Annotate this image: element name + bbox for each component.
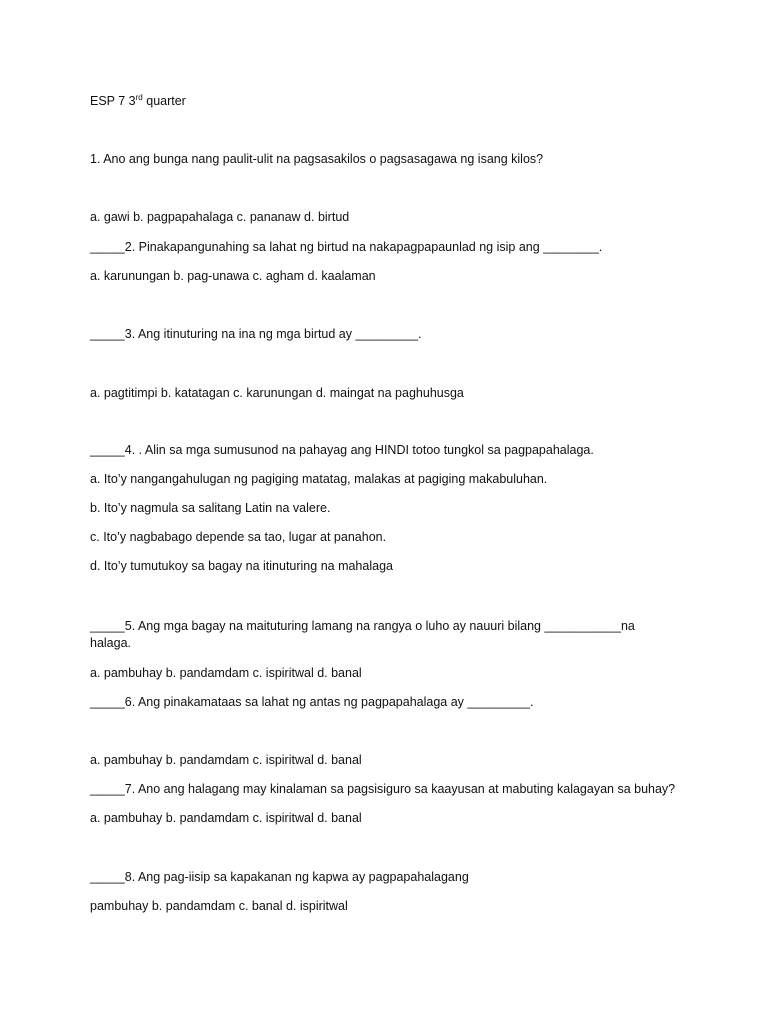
question-4-choice-b: b. Ito’y nagmula sa salitang Latin na valere. [90, 501, 331, 515]
question-7-choices: a. pambuhay b. pandamdam c. ispiritwal d. banal [90, 811, 362, 825]
question-5-stem: _____5. Ang mga bagay na maituturing lamang na rangya o luho ay nauuri bilang ___________na halaga. [90, 619, 639, 650]
question-4-choice-c: c. Ito’y nagbabago depende sa tao, lugar at panahon. [90, 530, 387, 544]
question-4-stem: _____4. . Alin sa mga sumusunod na pahayag ang HINDI totoo tungkol sa pagpapahalaga. [90, 443, 594, 457]
question-8-stem: _____8. Ang pag-iisip sa kapakanan ng kapwa ay pagpapahalagang [90, 870, 469, 884]
document-title [90, 93, 690, 110]
title-suffix: quarter [142, 94, 186, 108]
question-6-choices: a. pambuhay b. pandamdam c. ispiritwal d. banal [90, 753, 362, 767]
question-1-stem: 1. Ano ang bunga nang paulit-ulit na pagsasakilos o pagsasagawa ng isang kilos? [90, 152, 544, 166]
question-2-choices: a. karunungan b. pag-unawa c. agham d. kaalaman [90, 269, 376, 283]
question-3-stem: _____3. Ang itinuturing na ina ng mga birtud ay _________. [90, 327, 422, 341]
question-2-stem: _____2. Pinakapangunahing sa lahat ng birtud na nakapagpapaunlad ng isip ang ________. [90, 240, 603, 254]
title-prefix: ESP 7 3 [90, 94, 136, 108]
question-4-choice-d: d. Ito’y tumutukoy sa bagay na itinuturing na mahalaga [90, 559, 393, 573]
question-3-choices: a. pagtitimpi b. katatagan c. karunungan d. maingat na paghuhusga [90, 386, 464, 400]
question-1-choices: a. gawi b. pagpapahalaga c. pananaw d. birtud [90, 210, 350, 224]
question-4-choice-a: a. Ito’y nangangahulugan ng pagiging matatag, malakas at pagiging makabuluhan. [90, 472, 548, 486]
question-7-stem: _____7. Ano ang halagang may kinalaman sa pagsisiguro sa kaayusan at mabuting kalagayan sa buhay? [90, 782, 676, 796]
question-5-choices: a. pambuhay b. pandamdam c. ispiritwal d. banal [90, 666, 362, 680]
question-8-choices: pambuhay b. pandamdam c. banal d. ispiritwal [90, 899, 348, 913]
title-superscript: rd [135, 93, 143, 102]
question-6-stem: _____6. Ang pinakamataas sa lahat ng antas ng pagpapahalaga ay _________. [90, 695, 534, 709]
